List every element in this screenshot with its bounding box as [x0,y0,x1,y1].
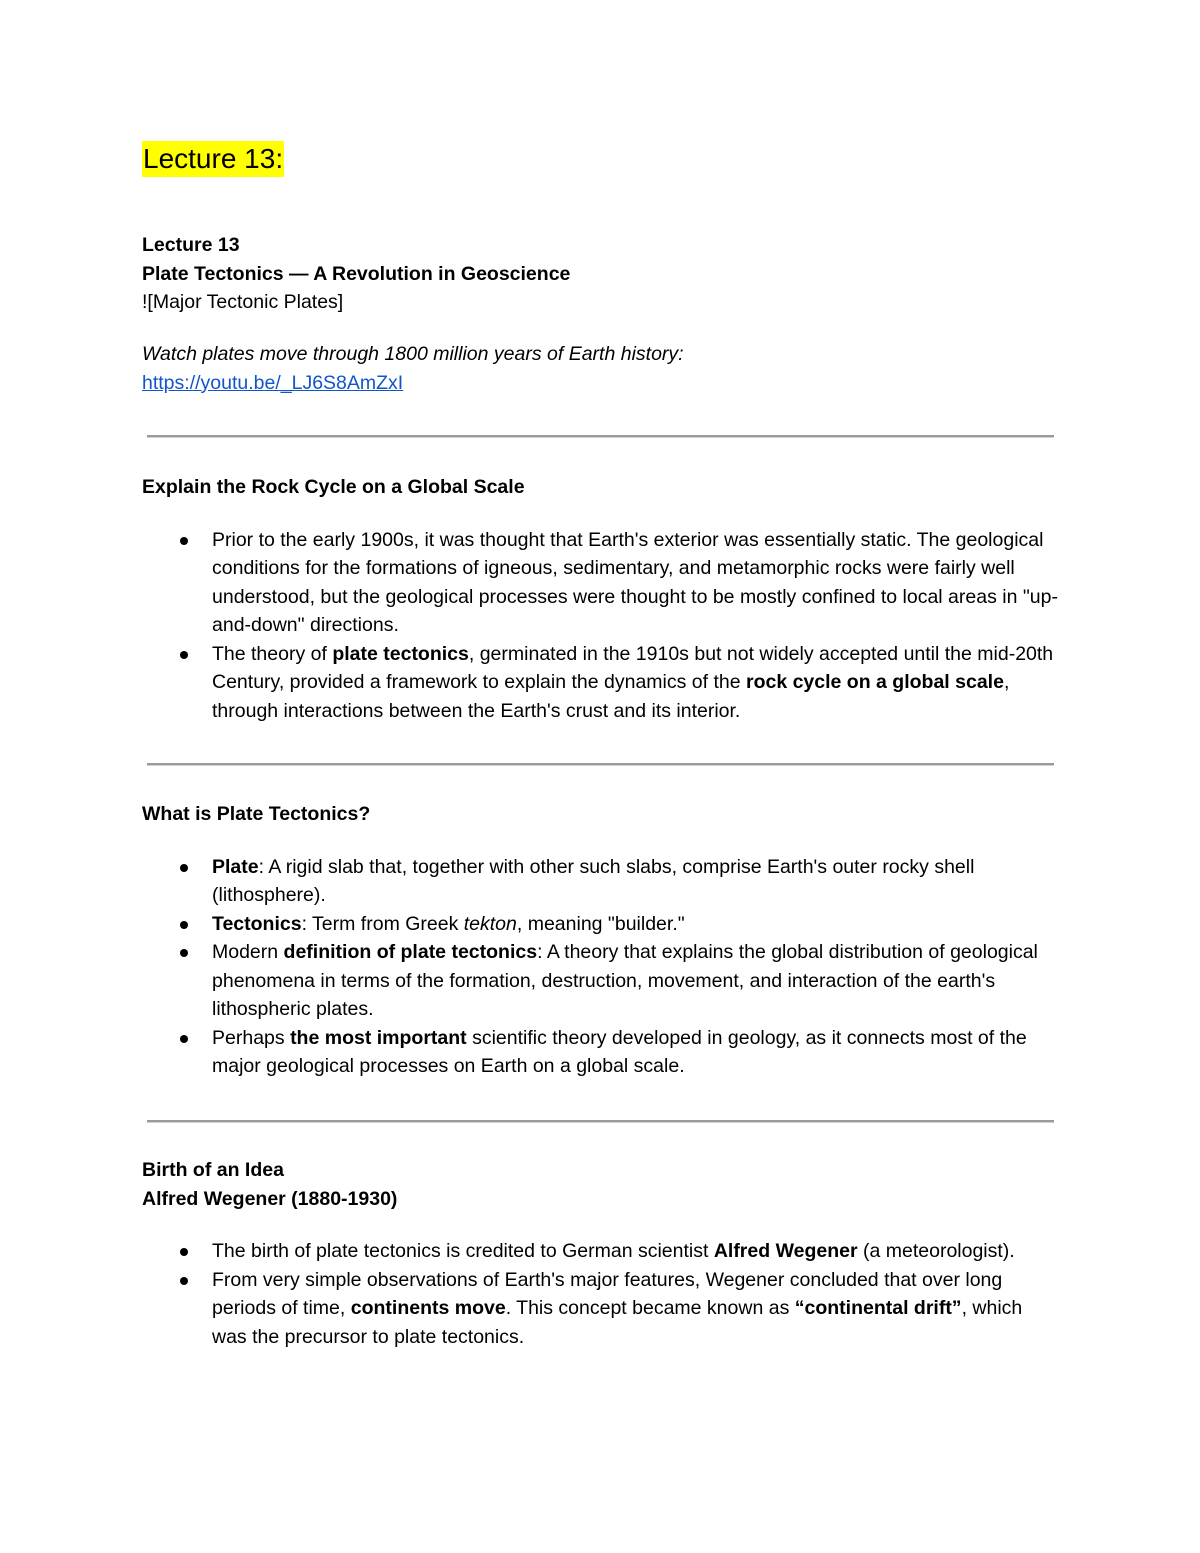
bullet-icon [180,537,188,545]
list-item: Prior to the early 1900s, it was thought that Earth's exterior was essentially static. The geological conditions for the formations of igneous, sedimentary, and metamorphic rocks were fairly well understood, but the geological processes were thought to be mostly confined to local areas in "up-and-down" directions. [142,526,1062,640]
document-title: Lecture 13: [142,141,284,177]
bullet-icon [180,921,188,929]
lecture-header [142,231,1062,317]
image-placeholder-text: ![Major Tectonic Plates] [142,291,344,313]
section-heading: Explain the Rock Cycle on a Global Scale [142,476,525,498]
lecture-subtitle: Plate Tectonics — A Revolution in Geoscience [142,262,571,285]
list-item: From very simple observations of Earth's major features, Wegener concluded that over long periods of time, continents move. This concept became known as “continental drift”, which was the precursor to plate tectonics. [142,1266,1062,1352]
bullet-icon [180,1277,188,1285]
section-what-is-plate-tectonics [142,800,1062,1081]
bullet-list [142,1237,1062,1351]
list-item: Modern definition of plate tectonics: A theory that explains the global distribution of geological phenomena in terms of the formation, destruction, movement, and interaction of the earth's lithospheric plates. [142,938,1062,1024]
section-subheading: Alfred Wegener (1880-1930) [142,1187,398,1210]
list-item: Plate: A rigid slab that, together with other such slabs, comprise Earth's outer rocky shell (lithosphere). [142,853,1062,910]
section-rock-cycle [142,473,1062,725]
bullet-icon [180,864,188,872]
bullet-icon [180,1248,188,1256]
bullet-icon [180,651,188,659]
bullet-list [142,526,1062,726]
youtube-link[interactable]: https://youtu.be/_LJ6S8AmZxI [142,371,404,394]
bullet-list [142,853,1062,1081]
video-note [142,340,1062,397]
lecture-number: Lecture 13 [142,234,240,256]
list-item: The theory of plate tectonics, germinated in the 1910s but not widely accepted until the mid-20th Century, provided a framework to explain the dynamics of the rock cycle on a global scale, through interactions between the Earth's crust and its interior. [142,640,1062,726]
horizontal-rule [147,763,1054,766]
bullet-icon [180,949,188,957]
horizontal-rule [147,1120,1054,1123]
list-item: The birth of plate tectonics is credited to German scientist Alfred Wegener (a meteorologist). [142,1237,1062,1266]
horizontal-rule [147,435,1054,438]
watch-text: Watch plates move through 1800 million years of Earth history: [142,343,684,365]
list-item: Perhaps the most important scientific theory developed in geology, as it connects most of the major geological processes on Earth on a global scale. [142,1024,1062,1081]
section-heading: What is Plate Tectonics? [142,803,371,825]
section-heading: Birth of an Idea [142,1159,284,1181]
bullet-icon [180,1035,188,1043]
section-birth-of-an-idea [142,1156,1062,1351]
list-item: Tectonics: Term from Greek tekton, meaning "builder." [142,910,1062,939]
